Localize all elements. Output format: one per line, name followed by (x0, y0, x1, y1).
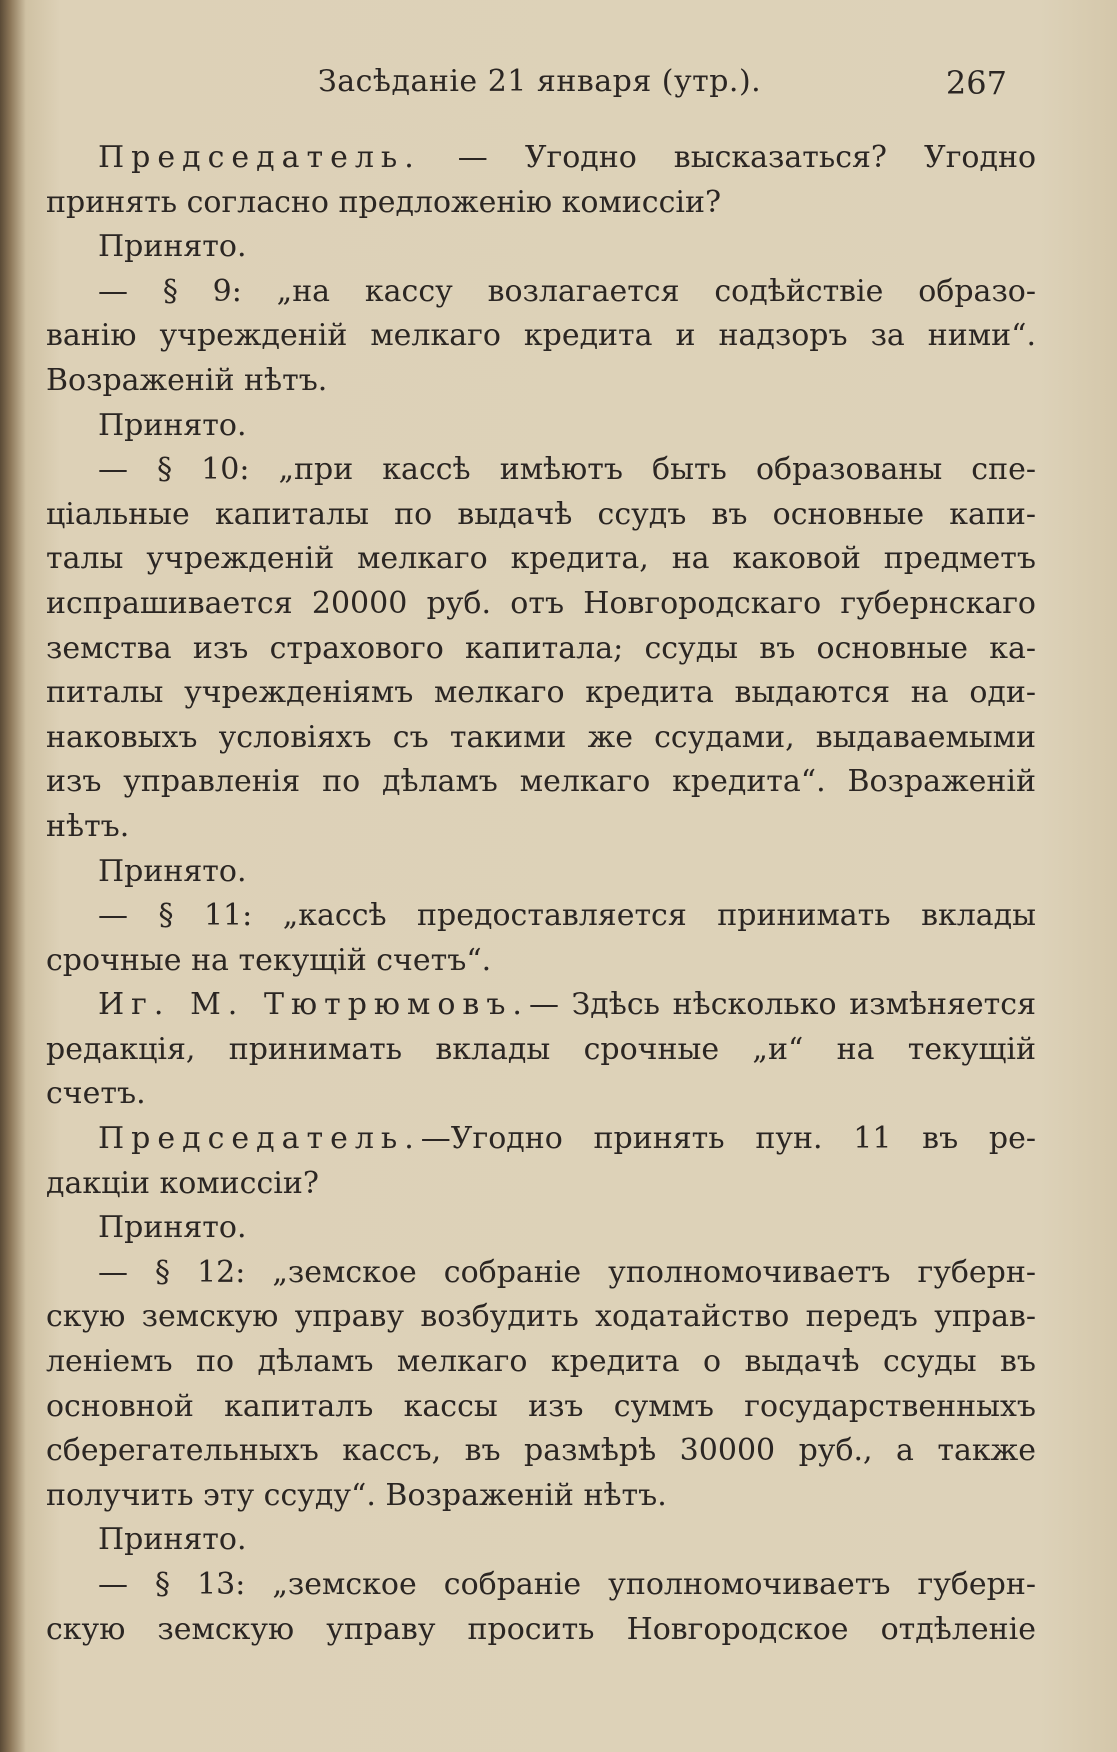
speaker-name: Председатель. (98, 1121, 421, 1157)
text-line: — § 11: „кассѣ предоставляется принимать вклады (98, 898, 1036, 934)
page-number: 267 (945, 64, 1007, 102)
text-line: Принято. (98, 229, 247, 265)
text-line: — § 10: „при кассѣ имѣютъ быть образованы спе- (98, 452, 1036, 488)
text-line: испрашивается 20000 руб. отъ Новгородскаго губернскаго (46, 585, 1036, 621)
text-line: скую земскую управу просить Новгородское отдѣленіе (46, 1611, 1036, 1647)
line-text: —Угодно принять пун. 11 въ ре- (420, 1121, 1036, 1157)
line-text: — Здѣсь нѣсколько измѣняется (528, 987, 1036, 1023)
text-line: Возраженій нѣтъ. (46, 362, 328, 398)
text-line: Принято. (98, 1210, 247, 1246)
text-line: ванію учрежденій мелкаго кредита и надзоръ за ними“. (46, 318, 1036, 354)
text-line: леніемъ по дѣламъ мелкаго кредита о выдачѣ ссуды въ (46, 1344, 1036, 1380)
text-line: талы учрежденій мелкаго кредита, на каковой предметъ (46, 541, 1036, 577)
running-header (150, 64, 1007, 104)
text-line: Принято. (98, 853, 247, 889)
text-line: наковыхъ условіяхъ съ такими же ссудами, выдаваемыми (46, 719, 1036, 755)
speaker-name: Иг. М. Тютрюмовъ. (98, 987, 529, 1023)
text-line: принять согласно предложенію комиссіи? (46, 184, 722, 220)
text-line: Принято. (98, 407, 247, 443)
header-title: Засѣданіе 21 января (утр.). (318, 64, 762, 99)
text-line: редакція, принимать вклады срочные „и“ на текущій (46, 1031, 1036, 1067)
text-line: сберегательныхъ кассъ, въ размѣрѣ 30000 руб., а также (46, 1433, 1036, 1469)
speaker-name: Председатель. (98, 140, 421, 175)
text-line: — § 9: „на кассу возлагается содѣйствіе образо- (98, 273, 1036, 309)
text-line: изъ управленія по дѣламъ мелкаго кредита“. Возраженій (46, 764, 1036, 800)
text-line: Принято. (98, 1522, 247, 1558)
text-line (46, 136, 1036, 181)
text-line: нѣтъ. (46, 808, 130, 844)
text-line: срочные на текущій счетъ“. (46, 942, 492, 978)
text-line: получить эту ссуду“. Возраженій нѣтъ. (46, 1477, 667, 1513)
text-line: основной капиталъ кассы изъ суммъ государственныхъ (46, 1388, 1036, 1424)
text-line: — § 12: „земское собраніе уполномочиваетъ губерн- (98, 1254, 1036, 1290)
text-line: ціальные капиталы по выдачѣ ссудъ въ основные капи- (46, 496, 1036, 532)
text-line: земства изъ страхового капитала; ссуды въ основные ка- (46, 630, 1036, 666)
body-text (46, 136, 1036, 1652)
text-line: счетъ. (46, 1076, 146, 1112)
text-line: — § 13: „земское собраніе уполномочиваетъ губерн- (98, 1567, 1036, 1602)
line-text: — Угодно высказаться? Угодно (420, 140, 1036, 175)
text-line (46, 1117, 1036, 1162)
text-line: дакціи комиссіи? (46, 1165, 319, 1201)
text-line (46, 983, 1036, 1028)
text-line: питалы учрежденіямъ мелкаго кредита выдаются на оди- (46, 675, 1036, 711)
text-line: скую земскую управу возбудить ходатайство передъ управ- (46, 1299, 1036, 1335)
